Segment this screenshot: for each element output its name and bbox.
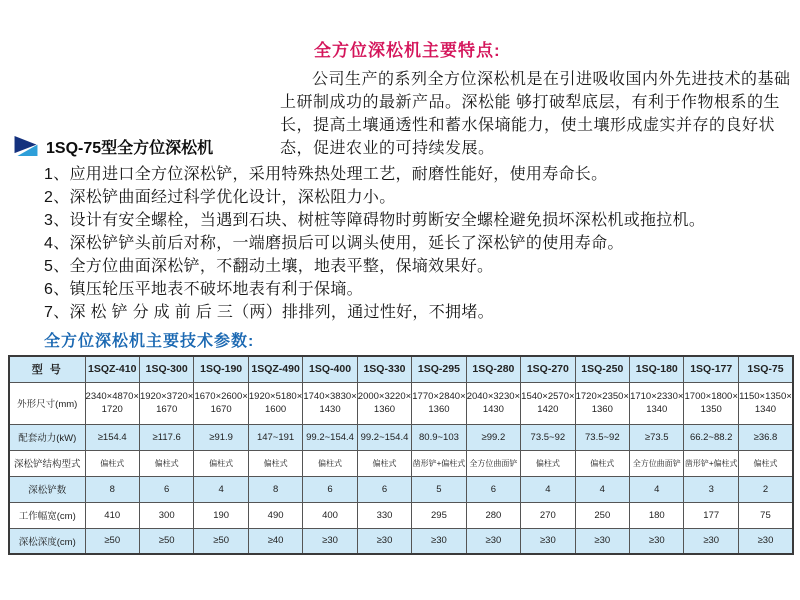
spec-cell: ≥30	[575, 528, 629, 554]
spec-cell: ≥30	[630, 528, 684, 554]
model-column-header: 1SQ-400	[303, 356, 357, 382]
spec-cell: 1700×1800×1350	[684, 382, 738, 424]
spec-cell: 1770×2840×1360	[412, 382, 466, 424]
spec-cell: 147~191	[248, 424, 302, 450]
spec-row-label: 配套动力(kW)	[9, 424, 85, 450]
spec-cell: 偏柱式	[303, 450, 357, 476]
spec-cell: 73.5~92	[575, 424, 629, 450]
spec-cell: 1670×2600×1670	[194, 382, 248, 424]
spec-cell: 300	[139, 502, 193, 528]
spec-cell: ≥30	[357, 528, 411, 554]
spec-cell: 99.2~154.4	[303, 424, 357, 450]
spec-cell: 80.9~103	[412, 424, 466, 450]
spec-cell: 1720×2350×1360	[575, 382, 629, 424]
spec-row	[9, 528, 793, 554]
spec-cell: 2000×3220×1360	[357, 382, 411, 424]
feature-item: 1、应用进口全方位深松铲，采用特殊热处理工艺，耐磨性能好，使用寿命长。	[44, 166, 608, 183]
spec-cell: 280	[466, 502, 520, 528]
model-column-header: 1SQ-190	[194, 356, 248, 382]
spec-cell: 偏柱式	[248, 450, 302, 476]
feature-item: 7、深 松 铲 分 成 前 后 三（两）排排列，通过性好，不拥堵。	[44, 304, 494, 321]
spec-row-label: 深松铲数	[9, 476, 85, 502]
spec-cell: ≥50	[85, 528, 139, 554]
spec-cell: 2040×3230×1430	[466, 382, 520, 424]
product-heading-label: 1SQ-75型全方位深松机	[46, 140, 214, 157]
spec-row-label: 外形尺寸(mm)	[9, 382, 85, 424]
spec-cell: 凿形铲+偏柱式	[412, 450, 466, 476]
spec-row	[9, 424, 793, 450]
model-column-header: 1SQ-250	[575, 356, 629, 382]
spec-row-label: 工作幅宽(cm)	[9, 502, 85, 528]
model-column-header: 1SQZ-410	[85, 356, 139, 382]
spec-cell: 2340×4870×1720	[85, 382, 139, 424]
model-column-header: 1SQZ-490	[248, 356, 302, 382]
model-column-header: 1SQ-300	[139, 356, 193, 382]
spec-cell: 180	[630, 502, 684, 528]
spec-cell: ≥30	[684, 528, 738, 554]
spec-cell: 偏柱式	[521, 450, 575, 476]
spec-cell: 99.2~154.4	[357, 424, 411, 450]
spec-cell: ≥30	[466, 528, 520, 554]
spec-cell: 490	[248, 502, 302, 528]
spec-cell: 1150×1350×1340	[738, 382, 793, 424]
spec-cell: ≥40	[248, 528, 302, 554]
spec-cell: 8	[85, 476, 139, 502]
spec-cell: 270	[521, 502, 575, 528]
spec-cell: ≥30	[303, 528, 357, 554]
feature-list	[44, 163, 789, 324]
feature-item: 2、深松铲曲面经过科学优化设计，深松阻力小。	[44, 189, 396, 206]
spec-cell: 偏柱式	[575, 450, 629, 476]
spec-cell: 1710×2330×1340	[630, 382, 684, 424]
spec-cell: ≥50	[139, 528, 193, 554]
spec-cell: 4	[521, 476, 575, 502]
spec-cell: ≥30	[738, 528, 793, 554]
spec-cell: 410	[85, 502, 139, 528]
spec-header-row	[9, 356, 793, 382]
spec-cell: 2	[738, 476, 793, 502]
spec-cell: ≥154.4	[85, 424, 139, 450]
spec-cell: 偏柱式	[738, 450, 793, 476]
specs-title: 全方位深松机主要技术参数:	[44, 333, 255, 350]
spec-cell: 6	[303, 476, 357, 502]
spec-cell: ≥30	[412, 528, 466, 554]
spec-row	[9, 502, 793, 528]
spec-cell: 4	[630, 476, 684, 502]
spec-cell: 1740×3830×1430	[303, 382, 357, 424]
spec-cell: 6	[466, 476, 520, 502]
spec-cell: 偏柱式	[85, 450, 139, 476]
spec-cell: 295	[412, 502, 466, 528]
model-column-header: 1SQ-330	[357, 356, 411, 382]
spec-cell: 8	[248, 476, 302, 502]
spec-cell: 4	[575, 476, 629, 502]
spec-cell: 4	[194, 476, 248, 502]
spec-row	[9, 450, 793, 476]
spec-cell: ≥73.5	[630, 424, 684, 450]
spec-cell: 全方位曲面铲	[630, 450, 684, 476]
spec-cell: 177	[684, 502, 738, 528]
spec-cell: 6	[139, 476, 193, 502]
spec-cell: 1540×2570×1420	[521, 382, 575, 424]
spec-table-body	[9, 382, 793, 554]
spec-cell: 全方位曲面铲	[466, 450, 520, 476]
product-heading	[14, 135, 213, 158]
model-column-header: 1SQ-75	[738, 356, 793, 382]
blue-triangle-flag-icon	[14, 136, 38, 157]
model-column-header: 1SQ-180	[630, 356, 684, 382]
specs-table	[8, 355, 794, 555]
feature-item: 5、全方位曲面深松铲，不翻动土壤，地表平整，保墒效果好。	[44, 258, 494, 275]
spec-cell: 330	[357, 502, 411, 528]
spec-cell: ≥30	[521, 528, 575, 554]
features-title: 全方位深松机主要特点:	[314, 41, 501, 60]
spec-cell: 250	[575, 502, 629, 528]
spec-cell: 1920×5180×1600	[248, 382, 302, 424]
spec-cell: ≥99.2	[466, 424, 520, 450]
spec-cell: 66.2~88.2	[684, 424, 738, 450]
spec-row	[9, 382, 793, 424]
spec-cell: ≥50	[194, 528, 248, 554]
spec-corner-header: 型 号	[9, 356, 85, 382]
feature-item: 4、深松铲铲头前后对称，一端磨损后可以调头使用，延长了深松铲的使用寿命。	[44, 235, 624, 252]
intro-paragraph: 公司生产的系列全方位深松机是在引进吸收国内外先进技术的基础上研制成功的最新产品。深松能 够打破犁底层，有利于作物根系的生长，提高土壤通透性和蓄水保墒能力，使土壤形成虚实并存的良好状态，促进农业的可持续发展。	[280, 71, 791, 157]
model-column-header: 1SQ-280	[466, 356, 520, 382]
spec-cell: 75	[738, 502, 793, 528]
spec-cell: 5	[412, 476, 466, 502]
feature-item: 3、设计有安全螺栓，当遇到石块、树桩等障碍物时剪断安全螺栓避免损坏深松机或拖拉机。	[44, 212, 706, 229]
model-column-header: 1SQ-295	[412, 356, 466, 382]
spec-row	[9, 476, 793, 502]
spec-row-label: 深松铲结构型式	[9, 450, 85, 476]
spec-cell: 6	[357, 476, 411, 502]
model-column-header: 1SQ-270	[521, 356, 575, 382]
spec-row-label: 深松深度(cm)	[9, 528, 85, 554]
spec-cell: ≥36.8	[738, 424, 793, 450]
spec-cell: 190	[194, 502, 248, 528]
spec-cell: ≥91.9	[194, 424, 248, 450]
spec-cell: 偏柱式	[194, 450, 248, 476]
model-column-header: 1SQ-177	[684, 356, 738, 382]
spec-cell: ≥117.6	[139, 424, 193, 450]
spec-cell: 偏柱式	[139, 450, 193, 476]
spec-cell: 1920×3720×1670	[139, 382, 193, 424]
spec-cell: 3	[684, 476, 738, 502]
spec-cell: 400	[303, 502, 357, 528]
spec-cell: 73.5~92	[521, 424, 575, 450]
intro-section	[280, 36, 796, 160]
spec-cell: 凿形铲+偏柱式	[684, 450, 738, 476]
feature-item: 6、镇压轮压平地表不破坏地表有利于保墒。	[44, 281, 363, 298]
spec-cell: 偏柱式	[357, 450, 411, 476]
